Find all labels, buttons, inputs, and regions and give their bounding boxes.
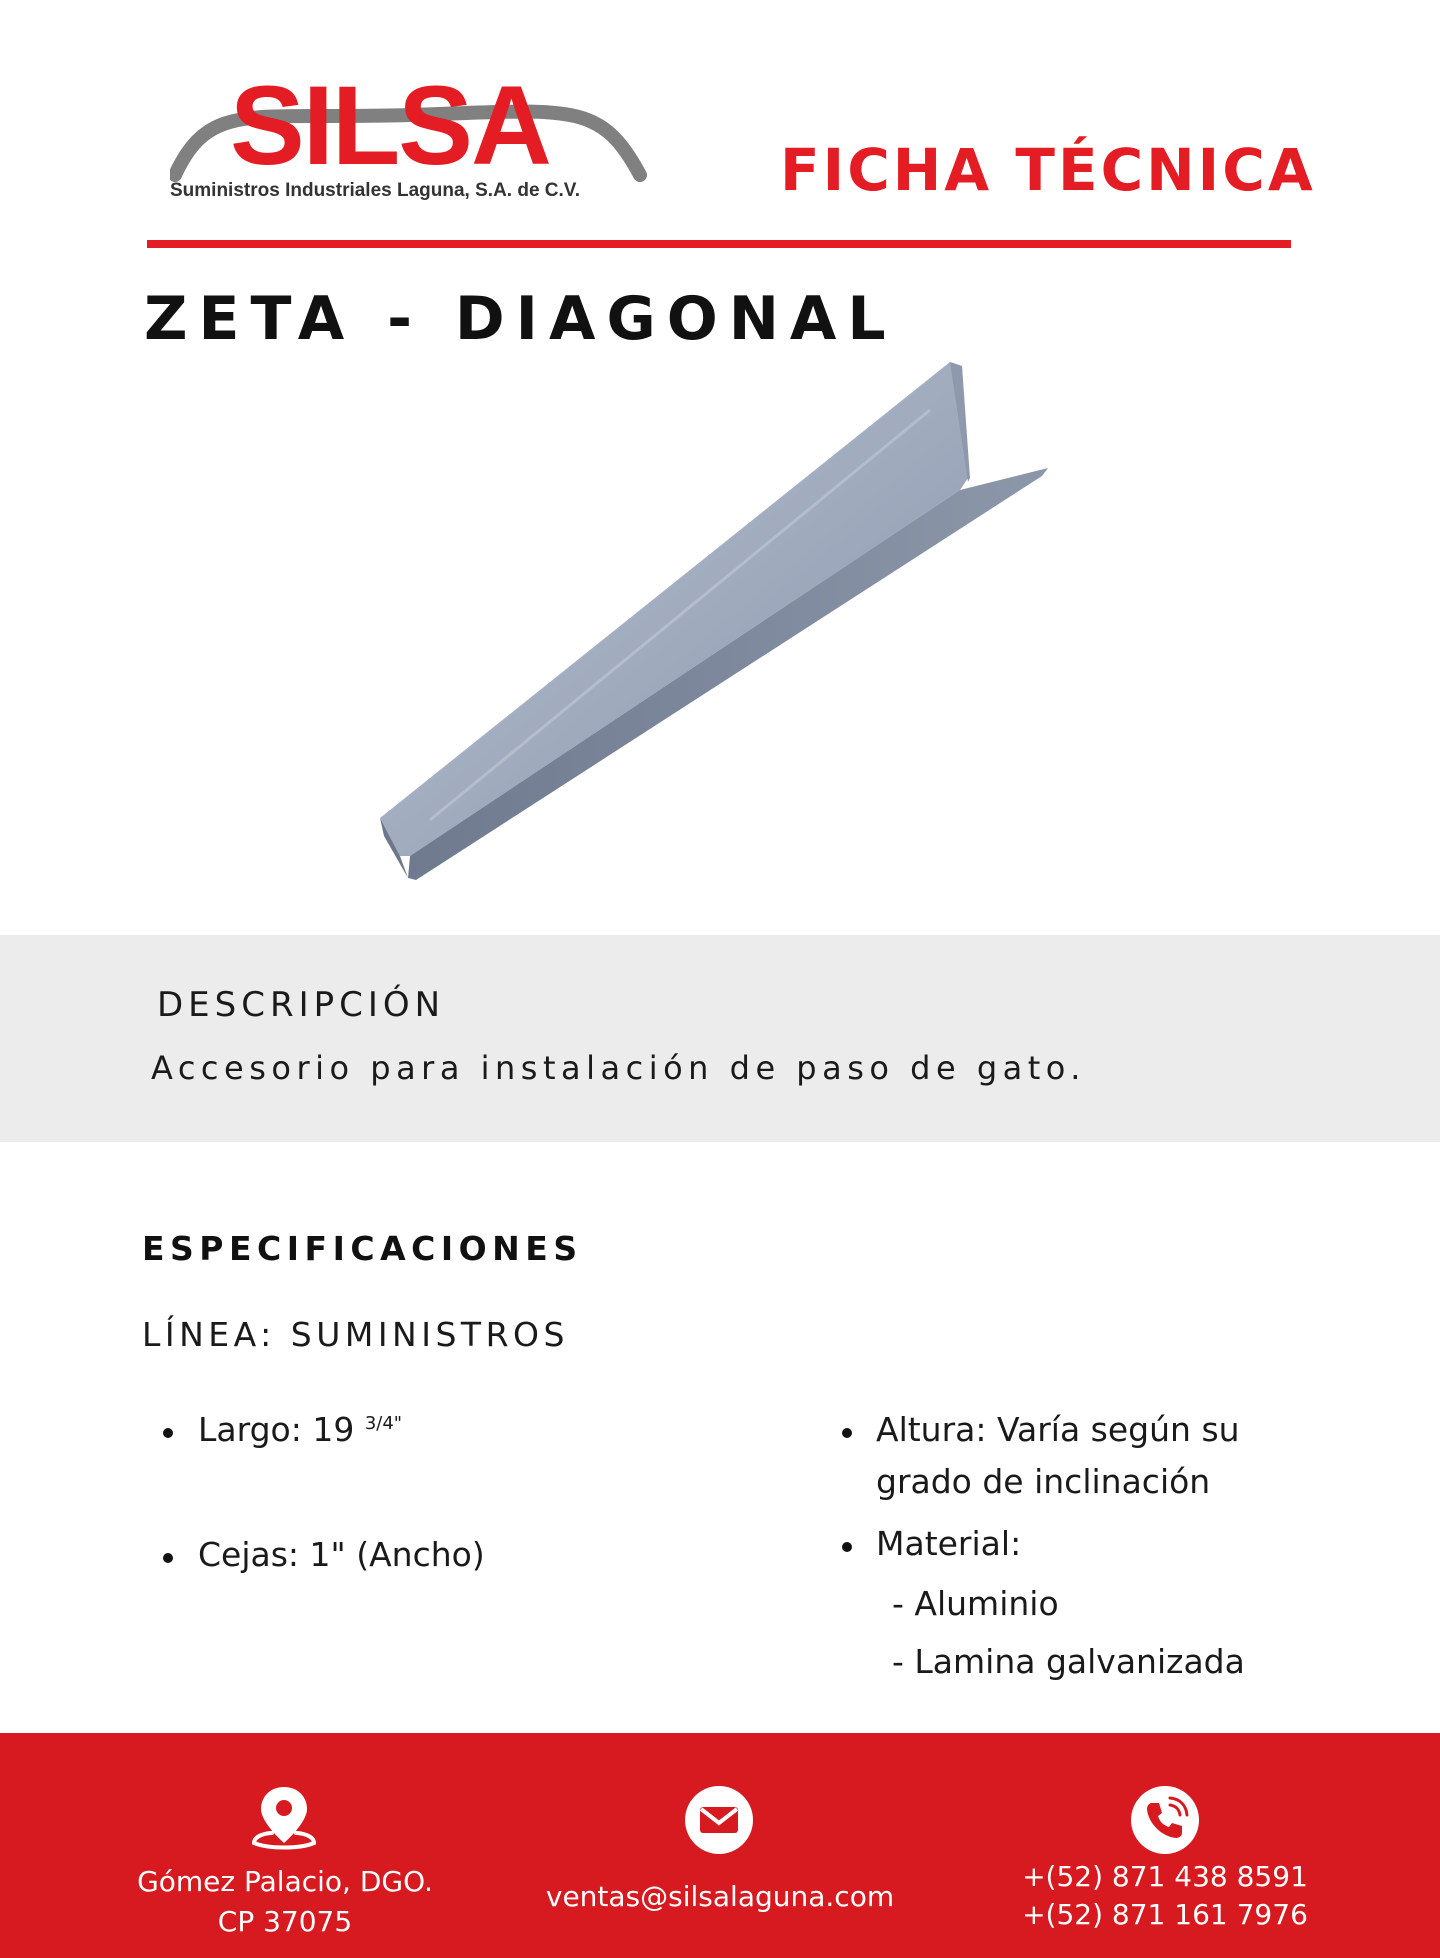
- footer-address-line2: CP 37075: [217, 1905, 353, 1938]
- description-text: Accesorio para instalación de paso de gato.: [151, 1049, 1086, 1087]
- spec-largo-label: Largo: 19: [198, 1410, 365, 1449]
- document-type: FICHA TÉCNICA: [780, 136, 1316, 204]
- specs-heading: ESPECIFICACIONES: [142, 1229, 583, 1268]
- header-divider: [147, 240, 1291, 248]
- product-title: ZETA - DIAGONAL: [144, 284, 897, 354]
- footer-address-line1: Gómez Palacio, DGO.: [137, 1865, 433, 1898]
- phone-icon[interactable]: [1130, 1785, 1200, 1855]
- description-heading: DESCRIPCIÓN: [157, 985, 446, 1025]
- spec-material-option: - Aluminio: [892, 1584, 1059, 1623]
- silsa-logo: [170, 63, 650, 210]
- location-pin-icon: [248, 1785, 320, 1851]
- footer-phone-1[interactable]: +(52) 871 438 8591: [1022, 1860, 1308, 1893]
- description-section: [0, 935, 1440, 1142]
- bullet-icon: [842, 1542, 852, 1552]
- bullet-icon: [842, 1428, 852, 1438]
- footer-email[interactable]: ventas@silsalaguna.com: [545, 1880, 895, 1913]
- bullet-icon: [163, 1553, 173, 1563]
- spec-altura-line2: grado de inclinación: [876, 1462, 1211, 1501]
- company-name: Suministros Industriales Laguna, S.A. de C.V.: [170, 180, 581, 201]
- spec-material-option: - Lamina galvanizada: [892, 1642, 1245, 1681]
- bullet-icon: [163, 1428, 173, 1438]
- product-line: LÍNEA: SUMINISTROS: [142, 1315, 569, 1354]
- spec-cejas: Cejas: 1" (Ancho): [198, 1535, 485, 1574]
- logo-wordmark: SILSA: [230, 63, 550, 188]
- spec-largo-fraction: 3/4": [364, 1413, 403, 1434]
- spec-material-label: Material:: [876, 1524, 1022, 1563]
- product-image: [370, 350, 1070, 890]
- spec-altura-line1: Altura: Varía según su: [876, 1410, 1240, 1449]
- envelope-icon[interactable]: [684, 1785, 754, 1855]
- spec-largo: [198, 1404, 402, 1456]
- footer-phone-2[interactable]: +(52) 871 161 7976: [1022, 1898, 1308, 1931]
